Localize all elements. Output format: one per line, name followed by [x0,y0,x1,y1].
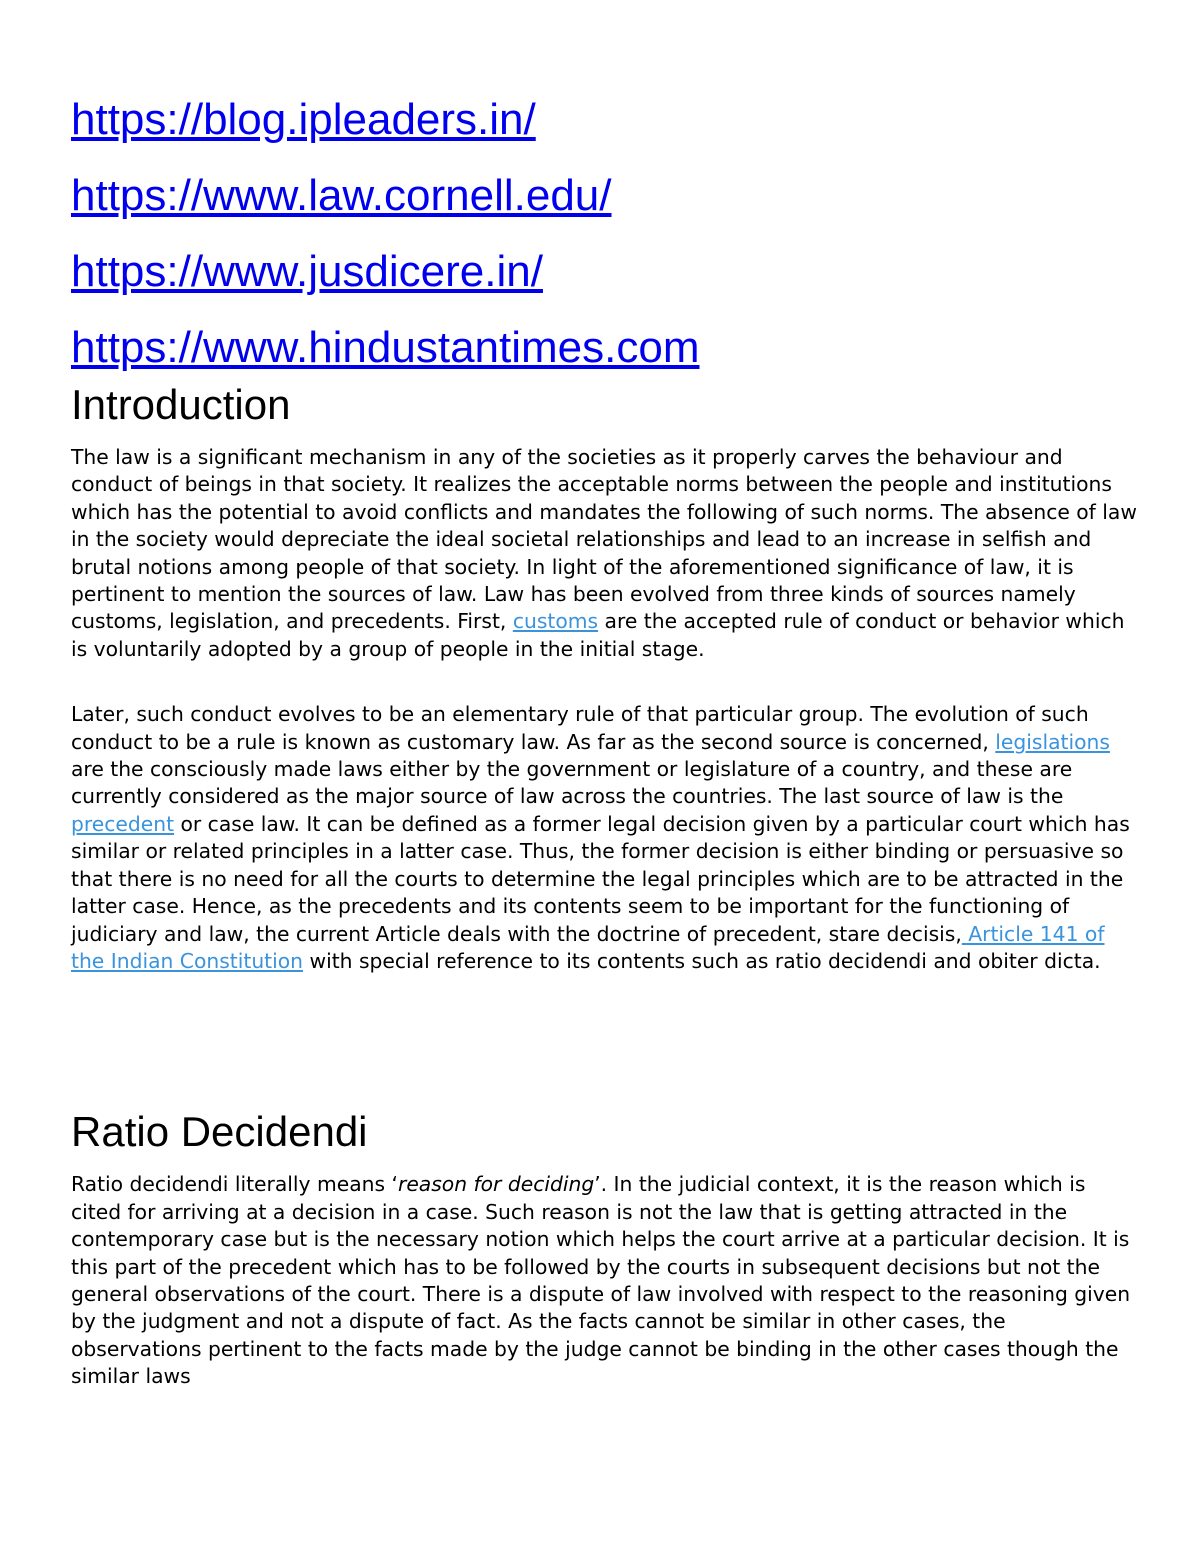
intro-p2-text-d: with special reference to its contents such as ratio decidendi and obiter dicta. [303,948,1101,973]
link-ipleaders[interactable]: https://blog.ipleaders.in/ [71,95,536,144]
introduction-paragraph-1 [71,444,1141,663]
article-141-link[interactable]: Article 141 of the Indian Constitution [71,921,1105,973]
customs-link[interactable]: customs [512,609,599,634]
intro-p1-text-a: The law is a significant mechanism in any of the societies as it properly carves the behaviour and conduct of beings in that society. It realizes the acceptable norms between the people and institutions which has the potential to avoid conflicts and mandates the following of such norms. The absence of law in the society would depreciate the ideal societal relationships and lead to an increase in selfish and brutal notions among people of that society. In light of the aforementioned significance of law, it is pertinent to mention the sources of law. Law has been evolved from three kinds of sources namely customs, legislation, and precedents. First, [71,445,1137,634]
ratio-emphasis: reason for deciding [397,1172,595,1197]
legislations-link[interactable]: legislations [995,729,1110,754]
intro-p1-text-b: are the accepted rule of conduct or behavior which is voluntarily adopted by a group of people in the initial stage. [71,609,1125,661]
precedent-link[interactable]: precedent [71,811,175,836]
ratio-decidendi-heading: Ratio Decidendi [71,1108,368,1156]
intro-p2-text-b: are the consciously made laws either by the government or legislature of a country, and these are currently considered as the major source of law across the countries. The last source of law is the [71,757,1073,809]
link-hindustantimes[interactable]: https://www.hindustantimes.com [71,323,700,372]
document-page [71,90,1141,1391]
link-jusdicere[interactable]: https://www.jusdicere.in/ [71,247,543,296]
introduction-heading: Introduction [71,381,291,428]
ratio-text-b: ’. In the judicial context, it is the reason which is cited for arriving at a decision in a case. Such reason is not the law that is getting attracted in the contemporary case but is the necessary notion which helps the court arrive at a particular decision. It is this part of the precedent which has to be followed by the courts in subsequent decisions but not the general observations of the court. There is a dispute of law involved with respect to the reasoning given by the judgment and not a dispute of fact. As the facts cannot be similar in other cases, the observations pertinent to the facts made by the judge cannot be binding in the other cases though the similar laws [71,1172,1131,1389]
link-cornell[interactable]: https://www.law.cornell.edu/ [71,171,612,220]
ratio-decidendi-paragraph [71,1171,1141,1390]
ratio-text-a: Ratio decidendi literally means ‘ [71,1172,398,1197]
intro-p2-text-c: or case law. It can be defined as a former legal decision given by a particular court which has similar or related principles in a latter case. Thus, the former decision is either binding or persuasive so that there is no need for all the courts to determine the legal principles which are to be attracted in the latter case. Hence, as the precedents and its contents seem to be important for the functioning of judiciary and law, the current Article deals with the doctrine of precedent, stare decisis, [71,811,1130,946]
section-spacer [71,975,1141,1107]
introduction-paragraph-2 [71,701,1141,975]
paragraph-spacer [71,663,1141,701]
intro-p2-text-a: Later, such conduct evolves to be an elementary rule of that particular group. The evolution of such conduct to be a rule is known as customary law. As far as the second source is concerned, [71,702,1089,754]
